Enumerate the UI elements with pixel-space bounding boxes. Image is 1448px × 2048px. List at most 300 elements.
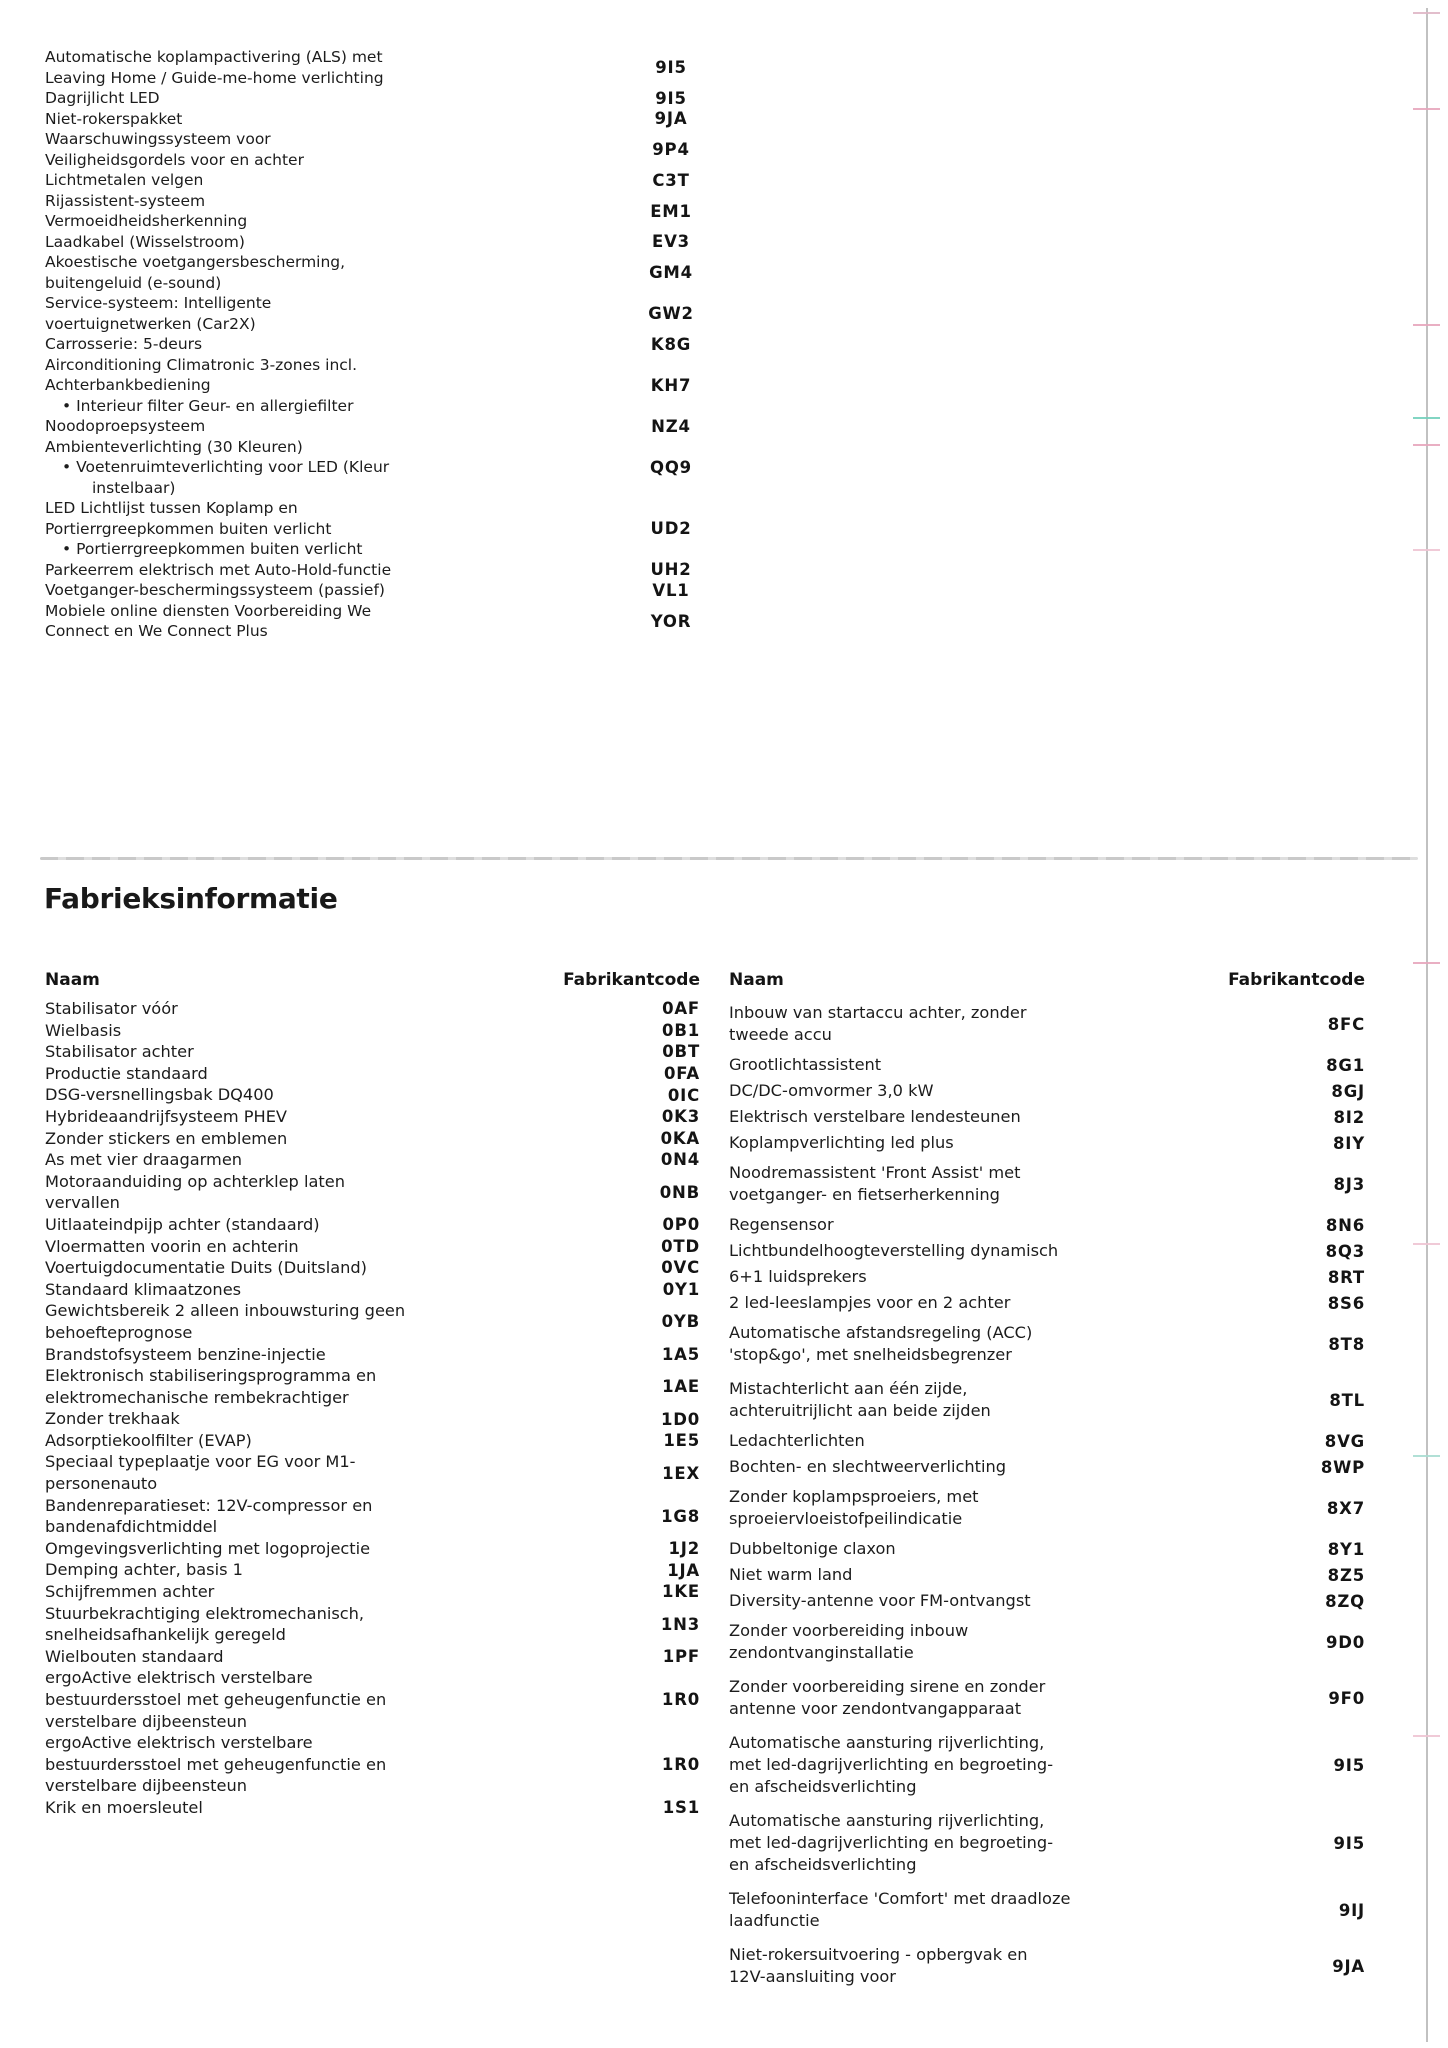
text-line: Productie standaard xyxy=(45,1063,208,1083)
text-line: Hybrideaandrijfsysteem PHEV xyxy=(45,1106,287,1126)
scan-artifact-tick xyxy=(1413,12,1440,14)
text-line: bestuurdersstoel met geheugenfunctie en xyxy=(45,1754,387,1774)
text-line: Automatische aansturing rijverlichting, xyxy=(729,1733,1045,1752)
table-row xyxy=(729,1106,1365,1128)
item-name xyxy=(45,1365,605,1408)
table-row xyxy=(45,1408,700,1430)
item-name xyxy=(45,129,625,170)
factory-code: 1J2 xyxy=(668,1539,700,1559)
item-name xyxy=(45,1041,605,1063)
item-name xyxy=(45,1797,605,1819)
item-name xyxy=(729,1888,1270,1932)
text-line: Airconditioning Climatronic 3-zones incl. xyxy=(45,355,358,374)
factory-code: 0N4 xyxy=(660,1150,700,1170)
table-row xyxy=(45,1300,700,1343)
text-line: Inbouw van startaccu achter, zonder xyxy=(729,1003,1027,1022)
table-row xyxy=(45,1236,700,1258)
factory-code: 1R0 xyxy=(661,1690,700,1710)
equipment-row xyxy=(45,334,717,355)
item-name xyxy=(729,1002,1270,1046)
factory-code: 1PF xyxy=(662,1647,700,1667)
column-header-naam: Naam xyxy=(729,970,784,990)
text-line: Parkeerrem elektrisch met Auto-Hold-functie xyxy=(45,560,392,579)
factory-table-right xyxy=(729,969,1365,1996)
text-line: Schijfremmen achter xyxy=(45,1582,215,1602)
item-name xyxy=(729,1106,1270,1128)
text-line: Grootlichtassistent xyxy=(729,1055,882,1074)
text-line: achteruitrijlicht aan beide zijden xyxy=(729,1401,991,1420)
item-name xyxy=(45,1646,605,1668)
equipment-row xyxy=(45,109,717,130)
text-line: DC/DC-omvormer 3,0 kW xyxy=(729,1081,934,1100)
equipment-list xyxy=(45,47,717,642)
table-row xyxy=(45,1171,700,1214)
factory-code: 8J3 xyxy=(1333,1174,1365,1194)
text-line: Voetganger-beschermingssysteem (passief) xyxy=(45,581,385,599)
text-line: bandenafdichtmiddel xyxy=(45,1517,218,1537)
factory-code: 8Q3 xyxy=(1325,1241,1365,1261)
bullet-line: • Portierrgreepkommen buiten verlicht xyxy=(62,540,363,558)
table-row xyxy=(729,1132,1365,1154)
equipment-code: YOR xyxy=(650,611,692,631)
item-name xyxy=(729,1162,1270,1206)
bullet-line: instelbaar) xyxy=(92,478,176,497)
table-row xyxy=(729,1564,1365,1586)
item-name xyxy=(45,1344,605,1366)
equipment-row xyxy=(45,437,717,499)
bullet-line: • Voetenruimteverlichting voor LED (Kleur xyxy=(62,458,390,476)
text-line: Elektronisch stabiliseringsprogramma en xyxy=(45,1366,377,1386)
factory-code: 8G1 xyxy=(1326,1055,1365,1075)
table-row xyxy=(729,998,1365,1050)
item-name xyxy=(45,1084,605,1106)
factory-code: 0IC xyxy=(667,1085,700,1105)
item-name xyxy=(45,191,625,232)
equipment-row xyxy=(45,88,717,109)
item-name xyxy=(729,1564,1270,1586)
text-line: Vloermatten voorin en achterin xyxy=(45,1236,299,1256)
equipment-row xyxy=(45,560,717,581)
text-line: Bochten- en slechtweerverlichting xyxy=(729,1457,1007,1476)
item-name xyxy=(45,1128,605,1150)
item-name xyxy=(729,1430,1270,1452)
factory-code: 8WP xyxy=(1320,1457,1365,1477)
item-name xyxy=(45,1667,605,1732)
item-name xyxy=(729,1538,1270,1560)
text-line: As met vier draagarmen xyxy=(45,1150,243,1170)
equipment-code: C3T xyxy=(652,170,690,190)
text-line: Regensensor xyxy=(729,1215,834,1234)
table-row xyxy=(729,1430,1365,1452)
factory-code: 8Z5 xyxy=(1327,1565,1365,1585)
text-line: Noodoproepsysteem xyxy=(45,417,206,435)
text-line: Krik en moersleutel xyxy=(45,1797,203,1817)
scan-artifact-tick xyxy=(1413,324,1440,326)
table-row xyxy=(729,1538,1365,1560)
factory-code: 8S6 xyxy=(1327,1293,1365,1313)
table-row xyxy=(729,1158,1365,1210)
factory-code: 1AE xyxy=(662,1377,700,1397)
factory-code: 0KA xyxy=(660,1128,700,1148)
table-row xyxy=(45,1020,700,1042)
item-name xyxy=(729,1944,1270,1988)
equipment-code: VL1 xyxy=(652,580,690,600)
text-line: sproeiervloeistofpeilindicatie xyxy=(729,1509,963,1528)
text-line: verstelbare dijbeensteun xyxy=(45,1776,248,1796)
item-name xyxy=(729,1080,1270,1102)
factory-code: 8Y1 xyxy=(1327,1539,1365,1559)
page-title: Fabrieksinformatie xyxy=(44,882,338,915)
table-row xyxy=(729,1080,1365,1102)
table-row xyxy=(729,1590,1365,1612)
item-name xyxy=(45,47,625,88)
text-line: Ambienteverlichting (30 Kleuren) xyxy=(45,437,303,456)
text-line: Lichtbundelhoogteverstelling dynamisch xyxy=(729,1241,1059,1260)
scan-artifact-tick xyxy=(1413,108,1440,110)
text-line: Service-systeem: Intelligente xyxy=(45,294,272,312)
table-row xyxy=(729,1672,1365,1724)
item-name xyxy=(729,1620,1270,1664)
table-row xyxy=(45,1797,700,1819)
text-line: Automatische koplampactivering (ALS) met xyxy=(45,48,383,66)
text-line: Mistachterlicht aan één zijde, xyxy=(729,1379,968,1398)
equipment-row xyxy=(45,232,717,253)
text-line: antenne voor zendontvangapparaat xyxy=(729,1699,1022,1718)
text-line: personenauto xyxy=(45,1474,158,1494)
item-name xyxy=(45,1149,605,1171)
item-name xyxy=(45,1732,605,1797)
table-row xyxy=(45,1149,700,1171)
table-row xyxy=(45,1214,700,1236)
item-name xyxy=(45,1257,605,1279)
item-name xyxy=(729,1240,1270,1262)
text-line: Speciaal typeplaatje voor EG voor M1- xyxy=(45,1452,356,1472)
item-name xyxy=(45,293,625,334)
factory-code: 9F0 xyxy=(1328,1688,1365,1708)
text-line: Omgevingsverlichting met logoprojectie xyxy=(45,1538,371,1558)
factory-code: 1E5 xyxy=(663,1431,700,1451)
text-line: Dubbeltonige claxon xyxy=(729,1539,896,1558)
text-line: Niet warm land xyxy=(729,1565,853,1584)
factory-code: 0VC xyxy=(661,1258,700,1278)
item-name xyxy=(729,1054,1270,1076)
text-line: Akoestische voetgangersbescherming, xyxy=(45,253,346,271)
factory-code: 9IJ xyxy=(1338,1900,1365,1920)
factory-code: 0B1 xyxy=(662,1020,700,1040)
text-line: verstelbare dijbeensteun xyxy=(45,1711,248,1731)
text-line: Zonder voorbereiding inbouw xyxy=(729,1621,969,1640)
table-row xyxy=(45,1559,700,1581)
column-header-fabrikantcode: Fabrikantcode xyxy=(1228,970,1365,990)
factory-code: 9JA xyxy=(1332,1956,1365,1976)
equipment-row xyxy=(45,47,717,88)
text-line: Mobiele online diensten Voorbereiding We xyxy=(45,601,372,620)
item-name xyxy=(45,1559,605,1581)
text-line: 2 led-leeslampjes voor en 2 achter xyxy=(729,1293,1011,1312)
text-line: Standaard klimaatzones xyxy=(45,1279,242,1299)
factory-code: 1EX xyxy=(662,1463,700,1483)
factory-code: 8GJ xyxy=(1331,1081,1365,1101)
item-name xyxy=(45,437,625,499)
item-name xyxy=(729,1214,1270,1236)
table-row xyxy=(45,1581,700,1603)
text-line: DSG-versnellingsbak DQ400 xyxy=(45,1085,274,1105)
equipment-row xyxy=(45,191,717,232)
equipment-code: NZ4 xyxy=(651,416,691,436)
factory-code: 8T8 xyxy=(1328,1334,1365,1354)
scan-artifact-tick xyxy=(1413,444,1440,446)
item-name xyxy=(729,1322,1270,1366)
table-row xyxy=(45,1106,700,1128)
text-line: Gewichtsbereik 2 alleen inbouwsturing geen xyxy=(45,1301,406,1321)
text-line: Niet-rokerspakket xyxy=(45,109,183,128)
factory-code: 8RT xyxy=(1327,1267,1365,1287)
text-line: Brandstofsysteem benzine-injectie xyxy=(45,1344,326,1364)
table-row xyxy=(45,1128,700,1150)
text-line: Koplampverlichting led plus xyxy=(729,1133,954,1152)
item-name xyxy=(45,1300,605,1343)
text-line: met led-dagrijverlichting en begroeting- xyxy=(729,1833,1054,1852)
equipment-row xyxy=(45,293,717,334)
factory-code: 8ZQ xyxy=(1325,1591,1365,1611)
table-row xyxy=(45,1603,700,1646)
text-line: Zonder trekhaak xyxy=(45,1409,180,1429)
table-row xyxy=(45,1041,700,1063)
item-name xyxy=(45,1538,605,1560)
factory-code: 1D0 xyxy=(660,1409,700,1429)
text-line: Ledachterlichten xyxy=(729,1431,865,1450)
text-line: Demping achter, basis 1 xyxy=(45,1560,243,1580)
equipment-row xyxy=(45,601,717,642)
item-name xyxy=(729,1132,1270,1154)
factory-code: 8IY xyxy=(1333,1133,1365,1153)
item-name xyxy=(45,170,625,191)
item-name xyxy=(45,1106,605,1128)
item-name xyxy=(45,1063,605,1085)
equipment-code: 9I5 xyxy=(655,58,687,77)
text-line: Zonder koplampsproeiers, met xyxy=(729,1487,979,1506)
table-row xyxy=(45,1084,700,1106)
item-name xyxy=(729,1732,1270,1798)
equipment-code: UD2 xyxy=(650,519,692,539)
table-row xyxy=(45,1279,700,1301)
text-line: elektromechanische rembekrachtiger xyxy=(45,1387,349,1407)
equipment-row xyxy=(45,252,717,293)
item-name xyxy=(45,1451,605,1494)
item-name xyxy=(45,998,605,1020)
table-row xyxy=(729,1374,1365,1426)
text-line: Vermoeidheidsherkenning xyxy=(45,212,248,230)
item-name xyxy=(45,1581,605,1603)
item-name xyxy=(45,1236,605,1258)
section-divider xyxy=(40,857,1418,860)
factory-code: 9I5 xyxy=(1333,1755,1365,1775)
scan-artifact-tick xyxy=(1413,1243,1440,1245)
factory-code: 8VG xyxy=(1324,1431,1365,1451)
text-line: Telefooninterface 'Comfort' met draadloze xyxy=(729,1889,1071,1908)
text-line: Veiligheidsgordels voor en achter xyxy=(45,150,304,169)
equipment-row xyxy=(45,170,717,191)
equipment-code: EM1 xyxy=(650,201,692,221)
equipment-row xyxy=(45,129,717,170)
factory-code: 0Y1 xyxy=(662,1280,700,1300)
table-row xyxy=(45,1257,700,1279)
table-row xyxy=(45,1365,700,1408)
factory-code: 9D0 xyxy=(1325,1632,1365,1652)
text-line: 'stop&go', met snelheidsbegrenzer xyxy=(729,1345,1012,1364)
text-line: 6+1 luidsprekers xyxy=(729,1267,867,1286)
equipment-code: 9P4 xyxy=(652,140,690,159)
table-row xyxy=(45,1344,700,1366)
equipment-code: GW2 xyxy=(648,304,694,323)
table-row xyxy=(729,1054,1365,1076)
item-name xyxy=(45,1495,605,1538)
factory-code: 8X7 xyxy=(1326,1498,1365,1518)
table-row xyxy=(729,1728,1365,1802)
text-line: voetganger- en fietserherkenning xyxy=(729,1185,1000,1204)
table-header xyxy=(45,969,700,991)
factory-code: 1R0 xyxy=(661,1755,700,1775)
text-line: Leaving Home / Guide-me-home verlichting xyxy=(45,68,384,87)
text-line: ergoActive elektrisch verstelbare xyxy=(45,1668,313,1688)
table-body xyxy=(729,998,1365,1992)
text-line: Motoraanduiding op achterklep laten xyxy=(45,1171,345,1191)
equipment-row xyxy=(45,355,717,417)
table-row xyxy=(729,1266,1365,1288)
factory-code: 0P0 xyxy=(662,1215,700,1235)
table-row xyxy=(45,998,700,1020)
factory-code: 8N6 xyxy=(1325,1215,1365,1235)
item-name xyxy=(45,580,625,601)
text-line: Diversity-antenne voor FM-ontvangst xyxy=(729,1591,1031,1610)
text-line: en afscheidsverlichting xyxy=(729,1855,917,1874)
item-name xyxy=(45,1408,605,1430)
text-line: tweede accu xyxy=(729,1025,832,1044)
scan-artifact-tick xyxy=(1413,1735,1440,1737)
factory-code: 0YB xyxy=(661,1312,700,1332)
table-row xyxy=(729,1616,1365,1668)
factory-code: 0AF xyxy=(662,999,700,1019)
table-row xyxy=(729,1214,1365,1236)
factory-code: 0NB xyxy=(659,1182,700,1202)
factory-code: 0K3 xyxy=(661,1107,700,1127)
item-name xyxy=(45,1171,605,1214)
table-row xyxy=(45,1451,700,1494)
factory-code: 9I5 xyxy=(1333,1833,1365,1853)
table-row xyxy=(729,1884,1365,1936)
text-line: LED Lichtlijst tussen Koplamp en xyxy=(45,499,298,517)
table-row xyxy=(45,1667,700,1732)
factory-code: 1A5 xyxy=(661,1344,700,1364)
text-line: Zonder voorbereiding sirene en zonder xyxy=(729,1677,1046,1696)
text-line: ergoActive elektrisch verstelbare xyxy=(45,1733,313,1753)
factory-code: 0BT xyxy=(662,1042,700,1062)
equipment-code: UH2 xyxy=(650,560,692,580)
text-line: 12V-aansluiting voor xyxy=(729,1967,896,1986)
text-line: Laadkabel (Wisselstroom) xyxy=(45,232,245,251)
scan-artifact-tick xyxy=(1413,962,1440,964)
item-name xyxy=(729,1378,1270,1422)
table-row xyxy=(45,1495,700,1538)
text-line: Elektrisch verstelbare lendesteunen xyxy=(729,1107,1021,1126)
table-row xyxy=(729,1806,1365,1880)
table-row xyxy=(45,1430,700,1452)
equipment-code: 9JA xyxy=(654,109,688,129)
factory-code: 0FA xyxy=(663,1064,700,1084)
column-header-naam: Naam xyxy=(45,970,100,990)
text-line: Automatische afstandsregeling (ACC) xyxy=(729,1323,1033,1342)
item-name xyxy=(45,109,625,130)
table-row xyxy=(45,1732,700,1797)
text-line: Zonder stickers en emblemen xyxy=(45,1128,288,1148)
item-name xyxy=(45,601,625,642)
equipment-code: GM4 xyxy=(649,263,693,282)
column-header-fabrikantcode: Fabrikantcode xyxy=(563,970,700,990)
item-name xyxy=(729,1456,1270,1478)
table-row xyxy=(45,1538,700,1560)
text-line: Lichtmetalen velgen xyxy=(45,171,204,189)
text-line: voertuignetwerken (Car2X) xyxy=(45,314,256,333)
item-name xyxy=(729,1676,1270,1720)
factory-table-left xyxy=(45,969,700,1819)
item-name xyxy=(45,498,625,560)
text-line: Waarschuwingssysteem voor xyxy=(45,130,271,148)
factory-code: 1G8 xyxy=(661,1506,700,1526)
item-name xyxy=(45,1279,605,1301)
text-line: vervallen xyxy=(45,1193,120,1213)
item-name xyxy=(45,560,625,581)
item-name xyxy=(45,355,625,417)
item-name xyxy=(45,88,625,109)
text-line: Dagrijlicht LED xyxy=(45,89,160,107)
equipment-code: QQ9 xyxy=(650,457,692,477)
text-line: laadfunctie xyxy=(729,1911,820,1930)
item-name xyxy=(45,1020,605,1042)
text-line: buitengeluid (e-sound) xyxy=(45,273,222,292)
item-name xyxy=(45,1603,605,1646)
equipment-code: KH7 xyxy=(650,375,692,395)
item-name xyxy=(729,1810,1270,1876)
text-line: Niet-rokersuitvoering - opbergvak en xyxy=(729,1945,1028,1964)
text-line: behoefteprognose xyxy=(45,1322,193,1342)
bullet-line: • Interieur filter Geur- en allergiefilter xyxy=(62,396,354,415)
table-row xyxy=(729,1940,1365,1992)
table-row xyxy=(729,1318,1365,1370)
equipment-code: 9I5 xyxy=(655,88,687,108)
text-line: Stuurbekrachtiging elektromechanisch, xyxy=(45,1603,365,1623)
text-line: met led-dagrijverlichting en begroeting- xyxy=(729,1755,1054,1774)
item-name xyxy=(45,334,625,355)
text-line: en afscheidsverlichting xyxy=(729,1777,917,1796)
item-name xyxy=(729,1292,1270,1314)
equipment-row xyxy=(45,580,717,601)
item-name xyxy=(729,1486,1270,1530)
factory-code: 1KE xyxy=(662,1582,700,1602)
item-name xyxy=(45,232,625,253)
text-line: Bandenreparatieset: 12V-compressor en xyxy=(45,1495,373,1515)
table-row xyxy=(729,1456,1365,1478)
text-line: Carrosserie: 5-deurs xyxy=(45,335,203,353)
text-line: Noodremassistent 'Front Assist' met xyxy=(729,1163,1021,1182)
text-line: zendontvanginstallatie xyxy=(729,1643,914,1662)
equipment-row xyxy=(45,498,717,560)
table-body xyxy=(45,998,700,1819)
item-name xyxy=(729,1266,1270,1288)
item-name xyxy=(45,416,625,437)
equipment-row xyxy=(45,416,717,437)
text-line: Stabilisator achter xyxy=(45,1042,194,1062)
factory-code: 8TL xyxy=(1329,1390,1365,1410)
